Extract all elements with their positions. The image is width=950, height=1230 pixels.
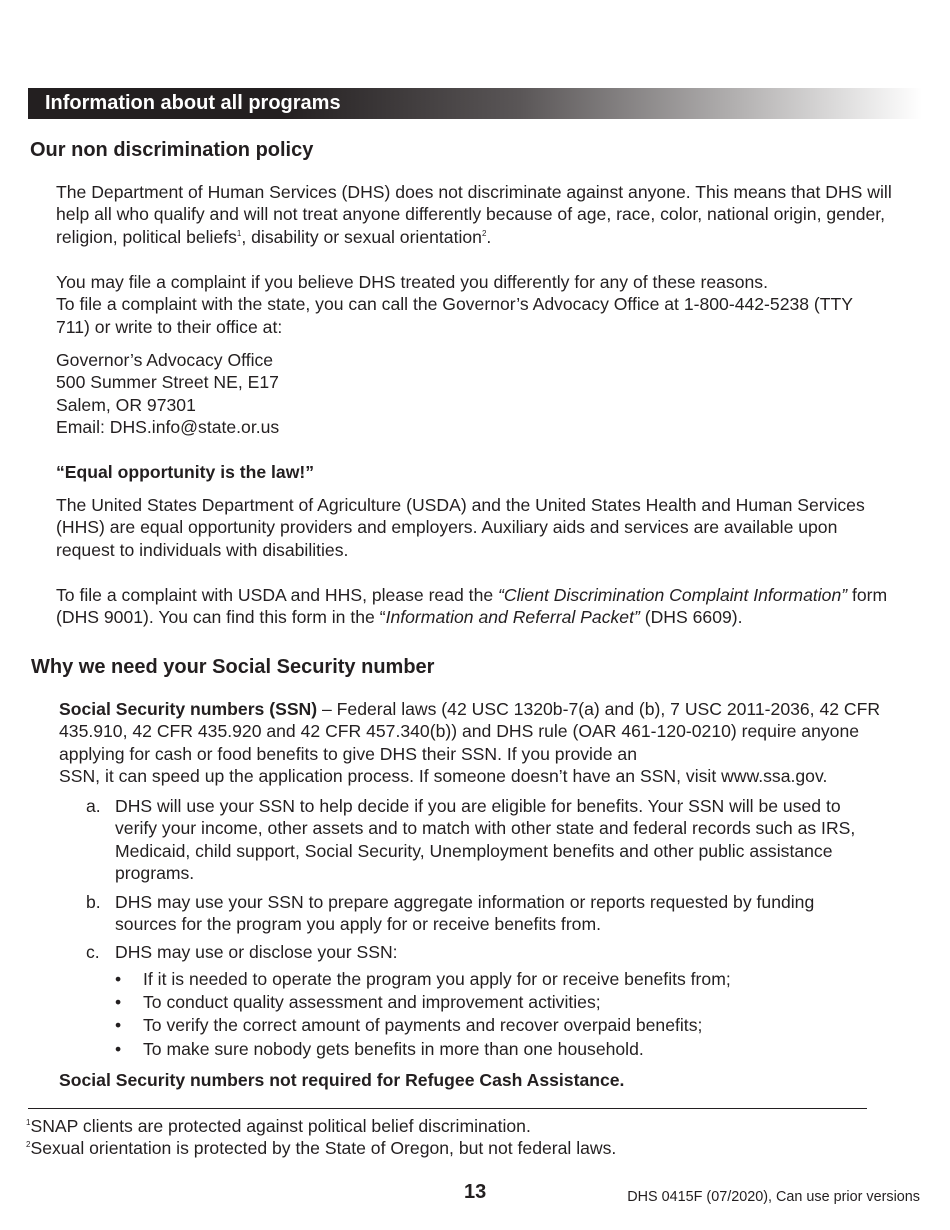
bullet-icon: • bbox=[115, 992, 122, 1013]
paragraph-text: SSN, it can speed up the application process. If someone doesn’t have an SSN, visit www.ssa.gov. bbox=[59, 766, 828, 787]
form-identifier: DHS 0415F (07/2020), Can use prior versions bbox=[627, 1189, 920, 1205]
footnote-text: Sexual orientation is protected by the State of Oregon, but not federal laws. bbox=[30, 1138, 617, 1158]
list-marker: a. bbox=[86, 796, 101, 816]
footnote-2 bbox=[26, 1137, 616, 1159]
equal-opportunity-heading: “Equal opportunity is the law!” bbox=[56, 462, 315, 482]
bullet-icon: • bbox=[115, 1015, 122, 1036]
footnote-text: SNAP clients are protected against political belief discrimination. bbox=[30, 1116, 531, 1136]
paragraph-text: To file a complaint with USDA and HHS, please read the bbox=[56, 585, 499, 605]
bullet-text: To verify the correct amount of payments and recover overpaid benefits; bbox=[143, 1015, 703, 1036]
list-item-text: DHS will use your SSN to help decide if you are eligible for benefits. Your SSN will be used to verify your income, other assets and to match with other state and federal records such as IRS, Medicaid, child support, Social Security, Unemployment benefits and other public assistance programs. bbox=[115, 796, 856, 884]
paragraph-text: – Federal laws (42 USC 1320b-7(a) and (b), 7 USC 2011-2036, 42 CFR 435.910, 42 CFR 435.920 and 42 CFR 457.340(b)) and DHS rule (OAR 461-120-0210) require anyone applying for cash or food benefits to give DHS their SSN. If you provide an bbox=[59, 699, 881, 764]
address-line: Salem, OR 97301 bbox=[56, 394, 196, 415]
list-item bbox=[86, 891, 866, 936]
page-number: 13 bbox=[464, 1181, 487, 1203]
nondiscrimination-paragraph bbox=[56, 181, 896, 248]
bullet-text: To make sure nobody gets benefits in more than one household. bbox=[143, 1038, 644, 1059]
list-item-text: DHS may use or disclose your SSN: bbox=[115, 942, 398, 963]
footnote-ref-1: 1 bbox=[236, 228, 242, 238]
footnote-number: 2 bbox=[26, 1140, 31, 1150]
bullet-item bbox=[115, 968, 875, 991]
paragraph-text: You may file a complaint if you believe DHS treated you differently for any of these reasons. bbox=[56, 272, 768, 292]
footnote-ref-2: 2 bbox=[481, 228, 487, 238]
complaint-paragraph bbox=[56, 271, 876, 338]
list-item bbox=[86, 941, 866, 963]
ssn-term: Social Security numbers (SSN) bbox=[59, 699, 318, 719]
office-address bbox=[56, 349, 556, 439]
form-title-italic: “Client Discrimination Complaint Information” bbox=[498, 585, 848, 605]
ssn-disclosure-bullets bbox=[115, 968, 875, 1061]
bullet-text: To conduct quality assessment and improvement activities; bbox=[143, 992, 601, 1013]
address-line: 500 Summer Street NE, E17 bbox=[56, 372, 279, 393]
footnote-divider bbox=[28, 1108, 867, 1109]
bullet-icon: • bbox=[115, 969, 122, 989]
ssn-intro-paragraph bbox=[59, 698, 899, 788]
paragraph-text: The Department of Human Services (DHS) does not discriminate against anyone. This means that DHS will help all who qualify and will not treat anyone differently because of age, race, color, national origin, gender, religion, political beliefs bbox=[56, 182, 892, 247]
paragraph-text: (DHS 6609). bbox=[639, 607, 743, 628]
paragraph-text: , disability or sexual orientation bbox=[241, 226, 482, 247]
footnote-1 bbox=[26, 1115, 531, 1137]
packet-title-italic: Information and Referral Packet” bbox=[385, 607, 640, 628]
ssn-heading: Why we need your Social Security number bbox=[31, 656, 435, 678]
refugee-note: Social Security numbers not required for Refugee Cash Assistance. bbox=[59, 1070, 625, 1090]
footnote-number: 1 bbox=[26, 1118, 31, 1128]
list-marker: b. bbox=[86, 891, 101, 912]
address-line: Governor’s Advocacy Office bbox=[56, 350, 274, 370]
paragraph-text: form (DHS 9001). You can find this form in the “ bbox=[56, 585, 888, 628]
bullet-item bbox=[115, 1038, 875, 1061]
list-marker: c. bbox=[86, 942, 100, 963]
address-email: Email: DHS.info@state.or.us bbox=[56, 417, 280, 438]
list-item bbox=[86, 795, 866, 885]
usda-complaint-paragraph bbox=[56, 584, 916, 629]
banner-title: Information about all programs bbox=[45, 92, 341, 114]
nondiscrimination-heading: Our non discrimination policy bbox=[30, 139, 314, 161]
bullet-icon: • bbox=[115, 1038, 122, 1059]
paragraph-text: To file a complaint with the state, you can call the Governor’s Advocacy Office at 1-800-442-5238 (TTY 711) or write to their office at: bbox=[56, 294, 853, 337]
section-banner bbox=[28, 88, 922, 119]
bullet-item bbox=[115, 1014, 875, 1037]
usda-hhs-paragraph: The United States Department of Agriculture (USDA) and the United States Health and Human Services (HHS) are equal opportunity providers and employers. Auxiliary aids and services are available upon request to individuals with disabilities. bbox=[56, 495, 865, 560]
bullet-item bbox=[115, 991, 875, 1014]
paragraph-text: . bbox=[486, 226, 492, 247]
ssn-use-list bbox=[86, 795, 866, 964]
bullet-text: If it is needed to operate the program you apply for or receive benefits from; bbox=[143, 969, 731, 989]
list-item-text: DHS may use your SSN to prepare aggregate information or reports requested by funding sources for the program you apply for or receive benefits from. bbox=[115, 891, 815, 935]
